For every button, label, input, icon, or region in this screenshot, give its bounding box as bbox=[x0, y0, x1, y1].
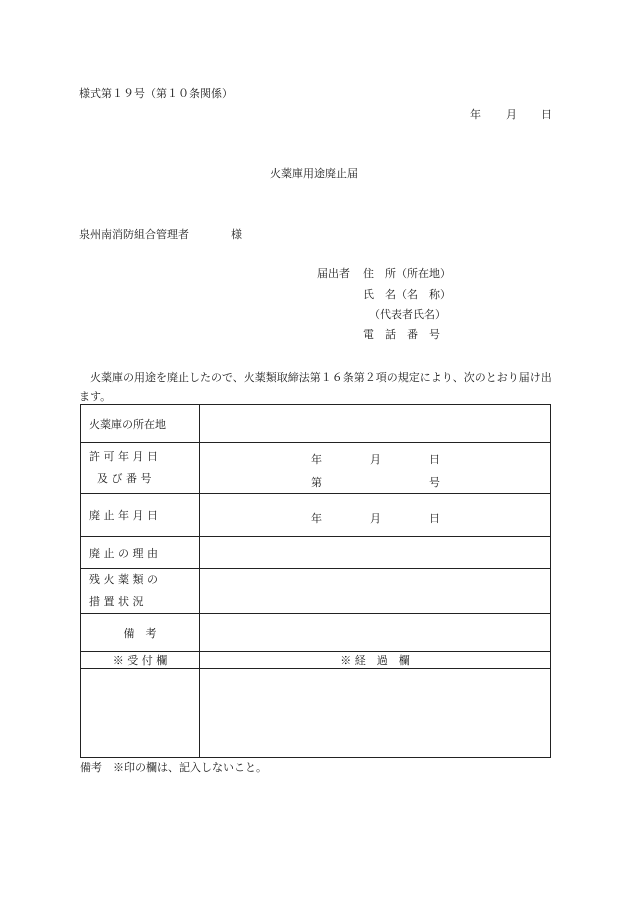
body-text: 火薬庫の用途を廃止したので、火薬類取締法第１６条第２項の規定により、次のとおり届け出ます。 bbox=[79, 371, 552, 403]
permit-label-line2: 及 び 番 号 bbox=[97, 472, 152, 485]
table-row bbox=[81, 537, 551, 569]
abolish-label: 廃 止 年 月 日 bbox=[89, 509, 158, 522]
date-year-label: 年 bbox=[470, 108, 481, 121]
progress-header: ※ 経 過 欄 bbox=[340, 654, 410, 667]
reception-header-cell bbox=[81, 652, 200, 669]
recipient-name: 泉州南消防組合管理者 bbox=[79, 228, 189, 241]
remarks-label-cell bbox=[81, 614, 200, 652]
permit-gou: 号 bbox=[429, 476, 440, 489]
form-number: 様式第１９号（第１０条関係） bbox=[79, 87, 233, 100]
abolish-year: 年 bbox=[311, 512, 322, 525]
abolish-value-field[interactable] bbox=[200, 494, 551, 537]
document-title: 火薬庫用途廃止届 bbox=[270, 167, 358, 180]
abolish-label-cell bbox=[81, 494, 200, 537]
table-row bbox=[81, 669, 551, 758]
notification-form-table bbox=[80, 404, 551, 758]
table-row bbox=[81, 443, 551, 494]
date-month-label: 月 bbox=[506, 108, 517, 121]
reason-label-cell bbox=[81, 537, 200, 569]
footer-note: 備考 ※印の欄は、記入しないこと。 bbox=[80, 761, 267, 774]
table-row bbox=[81, 569, 551, 614]
permit-value-field[interactable] bbox=[200, 443, 551, 494]
reception-field bbox=[81, 669, 200, 758]
remarks-value-field[interactable] bbox=[200, 614, 551, 652]
abolish-month: 月 bbox=[370, 512, 381, 525]
remaining-label-line2: 措 置 状 況 bbox=[89, 595, 144, 608]
permit-label-line1: 許 可 年 月 日 bbox=[89, 450, 158, 463]
phone-label: 電 話 番 号 bbox=[363, 328, 440, 341]
abolish-day: 日 bbox=[429, 512, 440, 525]
progress-field bbox=[200, 669, 551, 758]
location-label: 火薬庫の所在地 bbox=[89, 417, 166, 431]
location-label-cell bbox=[81, 405, 200, 443]
remaining-value-field[interactable] bbox=[200, 569, 551, 614]
location-value-field[interactable] bbox=[200, 405, 551, 443]
remaining-label-line1: 残 火 薬 類 の bbox=[89, 573, 158, 586]
reason-label: 廃 止 の 理 由 bbox=[89, 546, 158, 560]
reason-value-field[interactable] bbox=[200, 537, 551, 569]
remarks-label: 備 考 bbox=[123, 626, 157, 640]
table-row bbox=[81, 614, 551, 652]
applicant-label: 届出者 bbox=[317, 267, 350, 280]
permit-day: 日 bbox=[429, 453, 440, 466]
address-label: 住 所（所在地） bbox=[363, 267, 451, 280]
progress-header-cell bbox=[200, 652, 551, 669]
recipient-honorific: 様 bbox=[231, 228, 242, 241]
reception-header: ※ 受 付 欄 bbox=[112, 654, 168, 667]
table-row bbox=[81, 652, 551, 669]
permit-year: 年 bbox=[311, 453, 322, 466]
permit-dai: 第 bbox=[311, 476, 322, 489]
permit-label-cell bbox=[81, 443, 200, 494]
name-label: 氏 名（名 称） bbox=[363, 288, 451, 301]
date-day-label: 日 bbox=[541, 108, 552, 121]
permit-month: 月 bbox=[370, 453, 381, 466]
remaining-label-cell bbox=[81, 569, 200, 614]
representative-label: （代表者氏名） bbox=[369, 308, 446, 321]
table-row bbox=[81, 494, 551, 537]
table-row bbox=[81, 405, 551, 443]
